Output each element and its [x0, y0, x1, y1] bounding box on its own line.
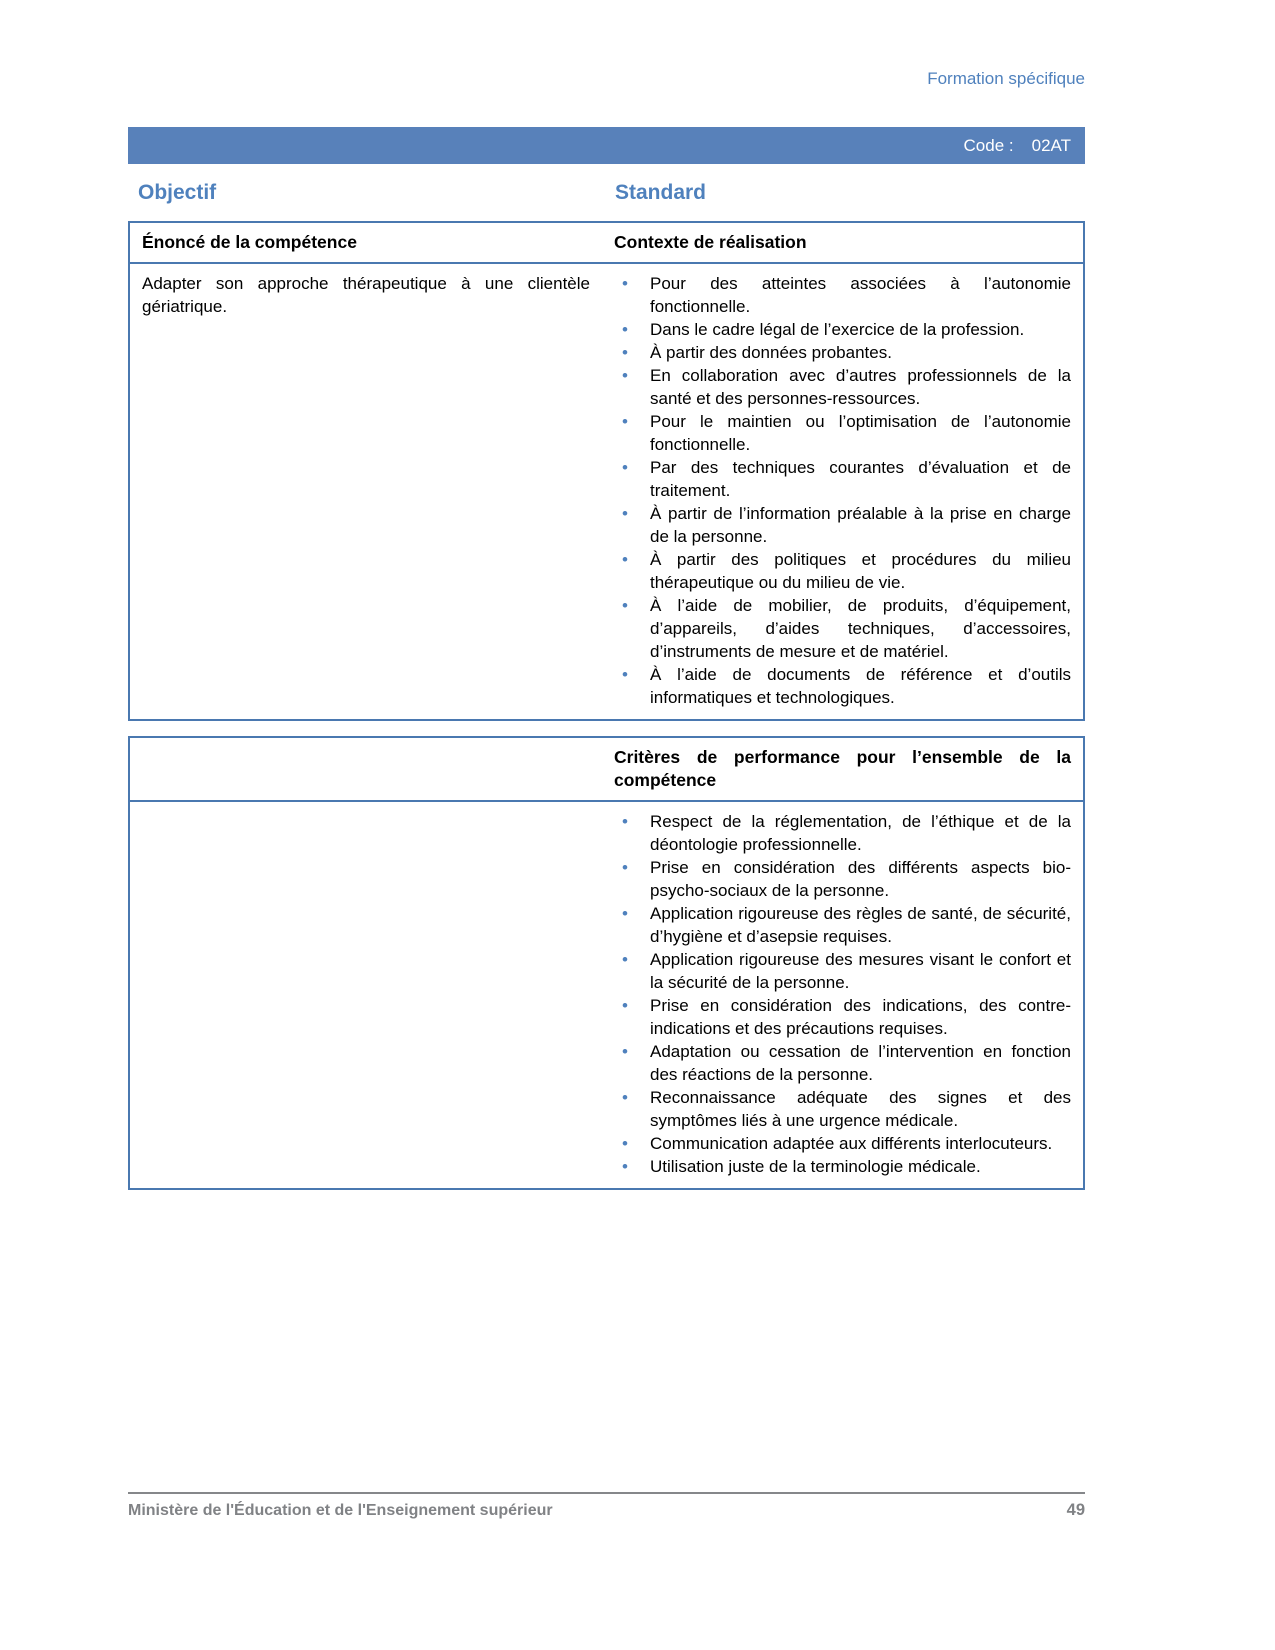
bullet-icon: • [622, 412, 628, 431]
list-item [614, 663, 1071, 709]
criteres-header-empty-cell [130, 738, 602, 800]
bullet-text: Dans le cadre légal de l’exercice de la profession. [650, 320, 1025, 339]
bullet-text: À l’aide de mobilier, de produits, d’équipement, d’appareils, d’aides techniques, d’accessoires, d’instruments de mesure et de matériel. [650, 596, 1071, 661]
list-item [614, 594, 1071, 663]
bullet-text: Application rigoureuse des règles de santé, de sécurité, d’hygiène et d’asepsie requises. [650, 904, 1071, 946]
list-item [614, 456, 1071, 502]
bullet-icon: • [622, 550, 628, 569]
contexte-list [602, 264, 1083, 719]
list-item [614, 410, 1071, 456]
bullet-icon: • [622, 1088, 628, 1107]
criteres-table [128, 736, 1085, 1190]
list-item [614, 948, 1071, 994]
bullet-text: À l’aide de documents de référence et d’outils informatiques et technologiques. [650, 665, 1071, 707]
bullet-icon: • [622, 858, 628, 877]
list-item [614, 1040, 1071, 1086]
code-label: Code : [963, 135, 1014, 155]
bullet-text: Adaptation ou cessation de l’intervention en fonction des réactions de la personne. [650, 1042, 1071, 1084]
contexte-header: Contexte de réalisation [614, 232, 807, 252]
criteres-table-header-row [130, 738, 1083, 802]
bullet-text: Prise en considération des indications, des contre-indications et des précautions requises. [650, 996, 1071, 1038]
bullet-icon: • [622, 812, 628, 831]
competence-table [128, 221, 1085, 721]
bullet-icon: • [622, 504, 628, 523]
bullet-icon: • [622, 596, 628, 615]
bullet-text: Application rigoureuse des mesures visant le confort et la sécurité de la personne. [650, 950, 1071, 992]
objectif-heading: Objectif [138, 181, 217, 204]
bullet-text: À partir des données probantes. [650, 343, 892, 362]
bullet-icon: • [622, 950, 628, 969]
section-header: Formation spécifique [927, 69, 1085, 88]
bullet-text: Prise en considération des différents aspects bio-psycho-sociaux de la personne. [650, 858, 1071, 900]
list-item [614, 548, 1071, 594]
bullet-icon: • [622, 904, 628, 923]
list-item [614, 341, 1071, 364]
bullet-icon: • [622, 665, 628, 684]
competence-table-header-row [130, 223, 1083, 264]
bullet-icon: • [622, 320, 628, 339]
page-footer [128, 1492, 1085, 1520]
code-value: 02AT [1031, 135, 1071, 155]
page-content [128, 0, 1085, 1190]
code-bar [128, 127, 1085, 164]
bullet-text: À partir des politiques et procédures du milieu thérapeutique ou du milieu de vie. [650, 550, 1071, 592]
criteres-list [602, 802, 1083, 1188]
bullet-text: Utilisation juste de la terminologie médicale. [650, 1157, 981, 1176]
criteres-table-body-row [130, 802, 1083, 1188]
bullet-icon: • [622, 1134, 628, 1153]
list-item [614, 856, 1071, 902]
contexte-cell [602, 264, 1083, 719]
list-item [614, 502, 1071, 548]
bullet-icon: • [622, 996, 628, 1015]
bullet-text: À partir de l’information préalable à la prise en charge de la personne. [650, 504, 1071, 546]
list-item [614, 272, 1071, 318]
list-item [614, 364, 1071, 410]
list-item [614, 810, 1071, 856]
bullet-icon: • [622, 1157, 628, 1176]
bullet-text: Reconnaissance adéquate des signes et des symptômes liés à une urgence médicale. [650, 1088, 1071, 1130]
list-item [614, 1132, 1071, 1155]
criteres-body-empty-cell [130, 802, 602, 1188]
standard-heading: Standard [615, 181, 707, 204]
criteres-header: Critères de performance pour l’ensemble de la compétence [614, 747, 1071, 790]
list-item [614, 1086, 1071, 1132]
bullet-icon: • [622, 1042, 628, 1061]
enonce-header: Énoncé de la compétence [142, 232, 357, 252]
bullet-text: En collaboration avec d’autres professionnels de la santé et des personnes-ressources. [650, 366, 1071, 408]
competence-statement: Adapter son approche thérapeutique à une clientèle gériatrique. [142, 274, 590, 316]
column-headings [128, 179, 1085, 206]
footer-ministry-label: Ministère de l'Éducation et de l'Enseignement supérieur [128, 1502, 553, 1519]
bullet-text: Par des techniques courantes d’évaluation et de traitement. [650, 458, 1071, 500]
bullet-text: Respect de la réglementation, de l’éthique et de la déontologie professionnelle. [650, 812, 1071, 854]
list-item [614, 902, 1071, 948]
bullet-text: Pour des atteintes associées à l’autonomie fonctionnelle. [650, 274, 1071, 316]
page-number: 49 [1066, 1501, 1085, 1519]
bullet-icon: • [622, 274, 628, 293]
bullet-icon: • [622, 343, 628, 362]
list-item [614, 1155, 1071, 1178]
list-item [614, 994, 1071, 1040]
competence-table-body-row [130, 264, 1083, 719]
list-item [614, 318, 1071, 341]
bullet-icon: • [622, 366, 628, 385]
bullet-text: Communication adaptée aux différents interlocuteurs. [650, 1134, 1053, 1153]
criteres-cell [602, 802, 1083, 1188]
bullet-icon: • [622, 458, 628, 477]
bullet-text: Pour le maintien ou l’optimisation de l’autonomie fonctionnelle. [650, 412, 1071, 454]
